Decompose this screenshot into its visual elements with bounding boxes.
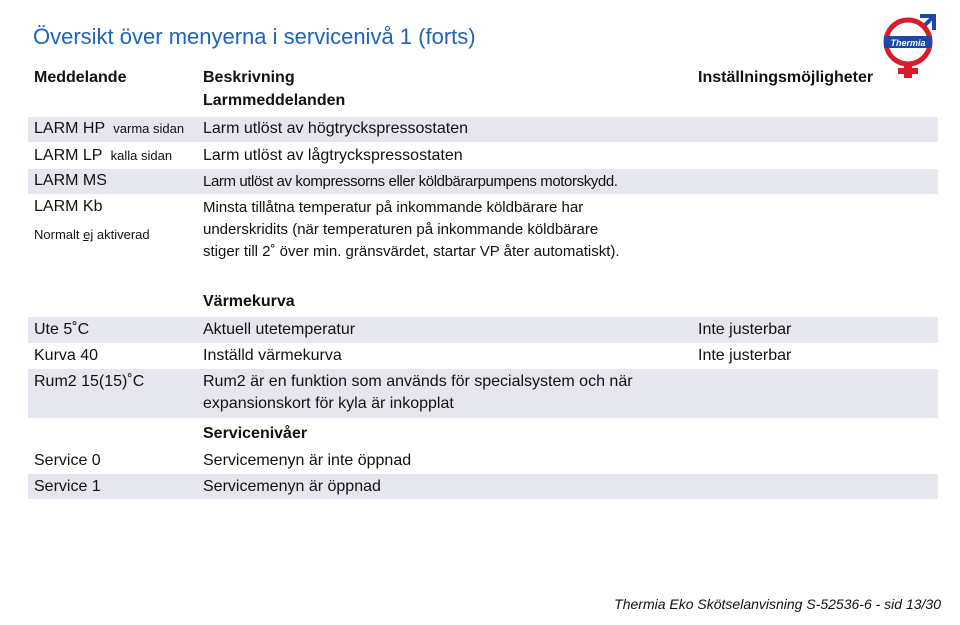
table-row [28,448,938,473]
alarm-name: LARM HP varma sidan [34,120,185,137]
alarm-side: kalla sidan [110,148,173,163]
table-row [28,474,938,499]
logo-text: Thermia [890,38,926,48]
alarm-description: Larm utlöst av lågtryckspressostaten [203,147,463,164]
thermia-logo-icon [876,12,940,80]
alarm-note: Normalt ej aktiverad [34,227,150,242]
alarm-description: Larm utlöst av kompressorns eller köldbärarpumpens motorskydd. [203,173,618,190]
setting-adjustability: Inte justerbar [698,347,792,364]
alarm-name: LARM Kb [34,198,103,215]
setting-name: Service 1 [34,478,101,495]
setting-description: Inställd värmekurva [203,347,342,364]
column-header-settings: Inställningsmöjligheter [698,69,874,86]
page-footer: Thermia Eko Skötselanvisning S-52536-6 - sid 13/30 [614,596,941,612]
setting-description: Aktuell utetemperatur [203,321,356,338]
setting-description: Servicemenyn är inte öppnad [203,452,412,469]
setting-adjustability: Inte justerbar [698,321,792,338]
setting-description: Servicemenyn är öppnad [203,478,381,495]
alarm-description: Larm utlöst av högtryckspressostaten [203,120,469,137]
setting-name: Service 0 [34,452,101,469]
page-title: Översikt över menyerna i servicenivå 1 (forts) [33,24,476,49]
setting-name: Rum2 15(15)˚C [34,373,145,390]
column-header-message: Meddelande [34,69,127,86]
alarm-subheader: Larmmeddelanden [203,92,346,109]
setting-description: Rum2 är en funktion som används för specialsystem och när expansionskort för kyla är inkopplat [203,373,633,412]
table-row [28,143,938,168]
section-title-heat-curve: Värmekurva [203,293,295,310]
setting-name: Kurva 40 [34,347,99,364]
table-row [28,169,938,194]
table-row [28,195,938,267]
alarm-name: LARM LP kalla sidan [34,147,173,164]
alarm-description: Minsta tillåtna temperatur på inkommande köldbärare har underskridits (när temperaturen på inkommande köldbärare stiger till 2˚ över min. gränsvärdet, startar VP åter automatiskt). [203,199,620,260]
table-row [28,369,938,418]
table-row [28,117,938,142]
section-title-service-levels: Servicenivåer [203,425,308,442]
alarm-name: LARM MS [34,172,107,189]
alarm-side: varma sidan [113,121,185,136]
setting-name: Ute 5˚C [34,321,90,338]
table-row [28,317,938,343]
table-row [28,344,938,369]
column-header-description: Beskrivning [203,69,295,86]
